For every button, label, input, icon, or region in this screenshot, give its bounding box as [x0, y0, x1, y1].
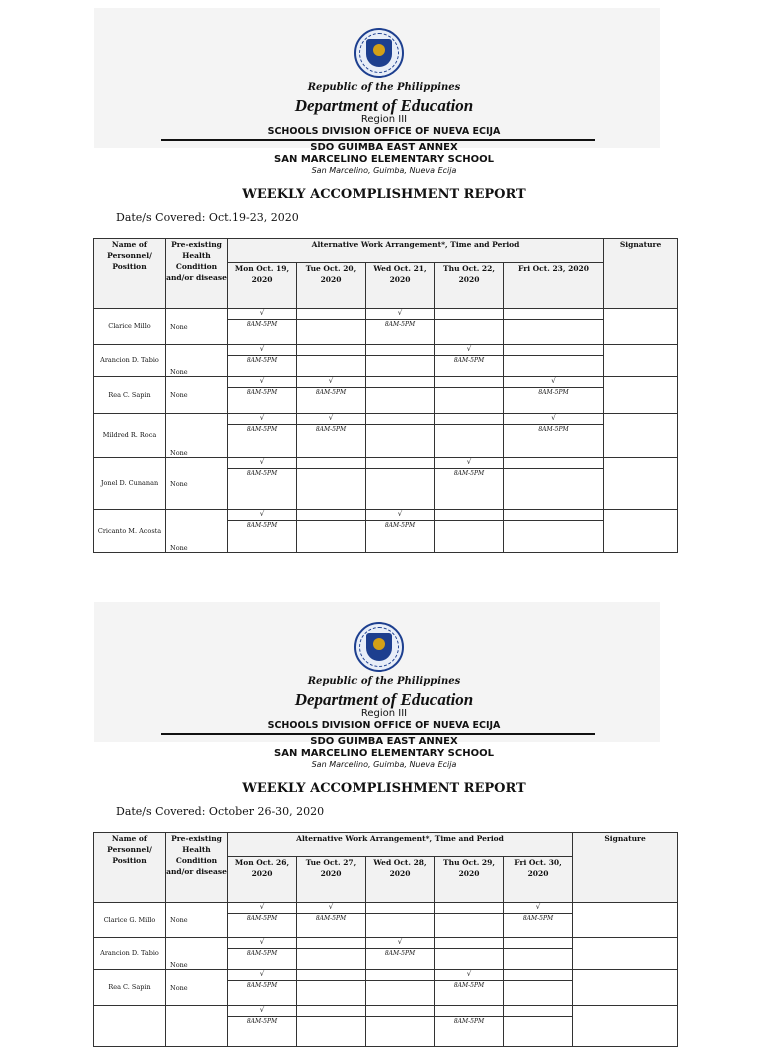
signature-cell: [604, 377, 678, 414]
attendance-check: √: [504, 414, 604, 425]
attendance-check: √: [435, 970, 504, 981]
attendance-check: [366, 345, 435, 356]
work-time: 8AM-5PM: [228, 320, 297, 345]
region-line: Region III: [360, 708, 408, 719]
signature-cell: [604, 309, 678, 345]
attendance-check: [435, 309, 504, 320]
attendance-check: √: [228, 1006, 297, 1017]
dates-covered: Date/s Covered: October 26-30, 2020: [116, 805, 325, 818]
attendance-check: √: [228, 938, 297, 949]
work-time: [366, 469, 435, 510]
work-time: 8AM-5PM: [504, 388, 604, 414]
attendance-check: √: [228, 414, 297, 425]
personnel-name: Arancion D. Tabio: [94, 938, 166, 970]
work-time: [435, 521, 504, 553]
attendance-check: √: [228, 458, 297, 469]
attendance-check: [366, 903, 435, 914]
work-time: 8AM-5PM: [504, 425, 604, 458]
deped-seal-icon: [354, 28, 404, 78]
attendance-check: [504, 345, 604, 356]
header-day: Tue Oct. 20, 2020: [297, 263, 366, 309]
attendance-check: √: [297, 414, 366, 425]
school-address: San Marcelino, Guimba, Nueva Ecija: [311, 760, 457, 769]
work-time: [504, 949, 573, 970]
work-time: [435, 320, 504, 345]
signature-cell: [573, 903, 678, 938]
work-time: 8AM-5PM: [228, 981, 297, 1006]
attendance-check: [297, 1006, 366, 1017]
annex-line: SDO GUIMBA EAST ANNEX: [310, 736, 458, 747]
work-time: 8AM-5PM: [366, 521, 435, 553]
attendance-check: [297, 510, 366, 521]
work-time: [366, 914, 435, 938]
header-awa: Alternative Work Arrangement*, Time and Period: [228, 239, 604, 263]
health-condition: None: [166, 377, 228, 414]
header-condition: Pre-existing Health Condition and/or disease: [166, 833, 228, 903]
work-time: 8AM-5PM: [366, 320, 435, 345]
work-time: [504, 521, 604, 553]
header-name: Name of Personnel/ Position: [94, 833, 166, 903]
work-time: 8AM-5PM: [366, 949, 435, 970]
work-time: 8AM-5PM: [435, 356, 504, 377]
work-time: [297, 469, 366, 510]
attendance-check: √: [228, 970, 297, 981]
republic-line: Republic of the Philippines: [307, 676, 461, 687]
work-time: 8AM-5PM: [435, 981, 504, 1006]
personnel-name: Jonel D. Cunanan: [94, 458, 166, 510]
attendance-check: [297, 458, 366, 469]
health-condition: None: [166, 970, 228, 1006]
health-condition: None: [166, 510, 228, 553]
attendance-check: [504, 510, 604, 521]
department-name: Department of Education: [294, 96, 474, 115]
signature-cell: [573, 938, 678, 970]
health-condition: [166, 1006, 228, 1047]
attendance-check: [366, 1006, 435, 1017]
accomplishment-table: [93, 238, 678, 553]
work-time: [297, 320, 366, 345]
work-time: 8AM-5PM: [228, 469, 297, 510]
attendance-check: [366, 377, 435, 388]
personnel-name: Rea C. Sapin: [94, 970, 166, 1006]
attendance-check: √: [228, 345, 297, 356]
work-time: 8AM-5PM: [435, 1017, 504, 1047]
work-time: [504, 469, 604, 510]
attendance-check: √: [366, 938, 435, 949]
attendance-check: [297, 345, 366, 356]
attendance-check: [366, 970, 435, 981]
personnel-name: Clarice G. Millo: [94, 903, 166, 938]
work-time: 8AM-5PM: [504, 914, 573, 938]
attendance-check: [504, 970, 573, 981]
header-divider: [161, 139, 595, 141]
work-time: 8AM-5PM: [228, 425, 297, 458]
work-time: 8AM-5PM: [228, 949, 297, 970]
header-day: Mon Oct. 19, 2020: [228, 263, 297, 309]
attendance-check: [366, 458, 435, 469]
signature-cell: [573, 970, 678, 1006]
work-time: [504, 356, 604, 377]
work-time: [435, 425, 504, 458]
personnel-name: Mildred R. Roca: [94, 414, 166, 458]
attendance-check: √: [366, 309, 435, 320]
work-time: 8AM-5PM: [297, 388, 366, 414]
attendance-check: √: [297, 903, 366, 914]
header-condition: Pre-existing Health Condition and/or disease: [166, 239, 228, 309]
health-condition: None: [166, 345, 228, 377]
attendance-check: √: [228, 903, 297, 914]
attendance-check: [435, 377, 504, 388]
work-time: [435, 388, 504, 414]
work-time: [366, 388, 435, 414]
personnel-name: Arancion D. Tabio: [94, 345, 166, 377]
division-line: SCHOOLS DIVISION OFFICE OF NUEVA ECIJA: [267, 126, 501, 137]
work-time: [366, 1017, 435, 1047]
health-condition: None: [166, 938, 228, 970]
header-divider: [161, 733, 595, 735]
report-title: WEEKLY ACCOMPLISHMENT REPORT: [242, 187, 526, 202]
work-time: 8AM-5PM: [228, 1017, 297, 1047]
header-day: Fri Oct. 23, 2020: [504, 263, 604, 309]
work-time: [366, 425, 435, 458]
work-time: 8AM-5PM: [297, 914, 366, 938]
attendance-check: [366, 414, 435, 425]
work-time: 8AM-5PM: [297, 425, 366, 458]
work-time: 8AM-5PM: [228, 914, 297, 938]
attendance-check: √: [435, 458, 504, 469]
work-time: [297, 356, 366, 377]
attendance-check: √: [504, 377, 604, 388]
health-condition: None: [166, 309, 228, 345]
personnel-name: Cricanto M. Acosta: [94, 510, 166, 553]
personnel-name: [94, 1006, 166, 1047]
header-signature: Signature: [573, 833, 678, 903]
deped-seal-icon: [354, 622, 404, 672]
work-time: [504, 320, 604, 345]
work-time: [504, 1017, 573, 1047]
dates-covered: Date/s Covered: Oct.19-23, 2020: [116, 211, 299, 224]
department-name: Department of Education: [294, 690, 474, 709]
work-time: [297, 981, 366, 1006]
header-day: Wed Oct. 21, 2020: [366, 263, 435, 309]
work-time: [297, 1017, 366, 1047]
attendance-check: [297, 309, 366, 320]
attendance-check: [435, 1006, 504, 1017]
division-line: SCHOOLS DIVISION OFFICE OF NUEVA ECIJA: [267, 720, 501, 731]
personnel-name: Rea C. Sapin: [94, 377, 166, 414]
signature-cell: [604, 458, 678, 510]
attendance-check: [504, 309, 604, 320]
accomplishment-table: [93, 832, 678, 1047]
work-time: 8AM-5PM: [435, 469, 504, 510]
health-condition: None: [166, 414, 228, 458]
attendance-check: √: [366, 510, 435, 521]
work-time: 8AM-5PM: [228, 356, 297, 377]
header-day: Tue Oct. 27, 2020: [297, 857, 366, 903]
attendance-check: √: [297, 377, 366, 388]
attendance-check: √: [504, 903, 573, 914]
attendance-check: [435, 938, 504, 949]
header-signature: Signature: [604, 239, 678, 309]
header-awa: Alternative Work Arrangement*, Time and Period: [228, 833, 573, 857]
header-day: Fri Oct. 30, 2020: [504, 857, 573, 903]
annex-line: SDO GUIMBA EAST ANNEX: [310, 142, 458, 153]
health-condition: None: [166, 903, 228, 938]
work-time: 8AM-5PM: [228, 388, 297, 414]
work-time: [435, 914, 504, 938]
attendance-check: √: [228, 309, 297, 320]
report-title: WEEKLY ACCOMPLISHMENT REPORT: [242, 781, 526, 796]
attendance-check: [435, 414, 504, 425]
header-day: Thu Oct. 29, 2020: [435, 857, 504, 903]
signature-cell: [604, 345, 678, 377]
work-time: 8AM-5PM: [228, 521, 297, 553]
attendance-check: [504, 1006, 573, 1017]
school-address: San Marcelino, Guimba, Nueva Ecija: [311, 166, 457, 175]
work-time: [366, 981, 435, 1006]
work-time: [366, 356, 435, 377]
personnel-name: Clarice Millo: [94, 309, 166, 345]
republic-line: Republic of the Philippines: [307, 82, 461, 93]
school-name: SAN MARCELINO ELEMENTARY SCHOOL: [274, 748, 494, 759]
header-name: Name of Personnel/ Position: [94, 239, 166, 309]
attendance-check: √: [228, 510, 297, 521]
school-name: SAN MARCELINO ELEMENTARY SCHOOL: [274, 154, 494, 165]
region-line: Region III: [360, 114, 408, 125]
work-time: [297, 521, 366, 553]
attendance-check: [297, 970, 366, 981]
attendance-check: [504, 458, 604, 469]
attendance-check: [297, 938, 366, 949]
attendance-check: [435, 510, 504, 521]
attendance-check: √: [435, 345, 504, 356]
work-time: [435, 949, 504, 970]
header-day: Wed Oct. 28, 2020: [366, 857, 435, 903]
signature-cell: [604, 510, 678, 553]
attendance-check: [435, 903, 504, 914]
header-day: Thu Oct. 22, 2020: [435, 263, 504, 309]
signature-cell: [573, 1006, 678, 1047]
attendance-check: [504, 938, 573, 949]
work-time: [297, 949, 366, 970]
header-day: Mon Oct. 26, 2020: [228, 857, 297, 903]
attendance-check: √: [228, 377, 297, 388]
health-condition: None: [166, 458, 228, 510]
work-time: [504, 981, 573, 1006]
signature-cell: [604, 414, 678, 458]
